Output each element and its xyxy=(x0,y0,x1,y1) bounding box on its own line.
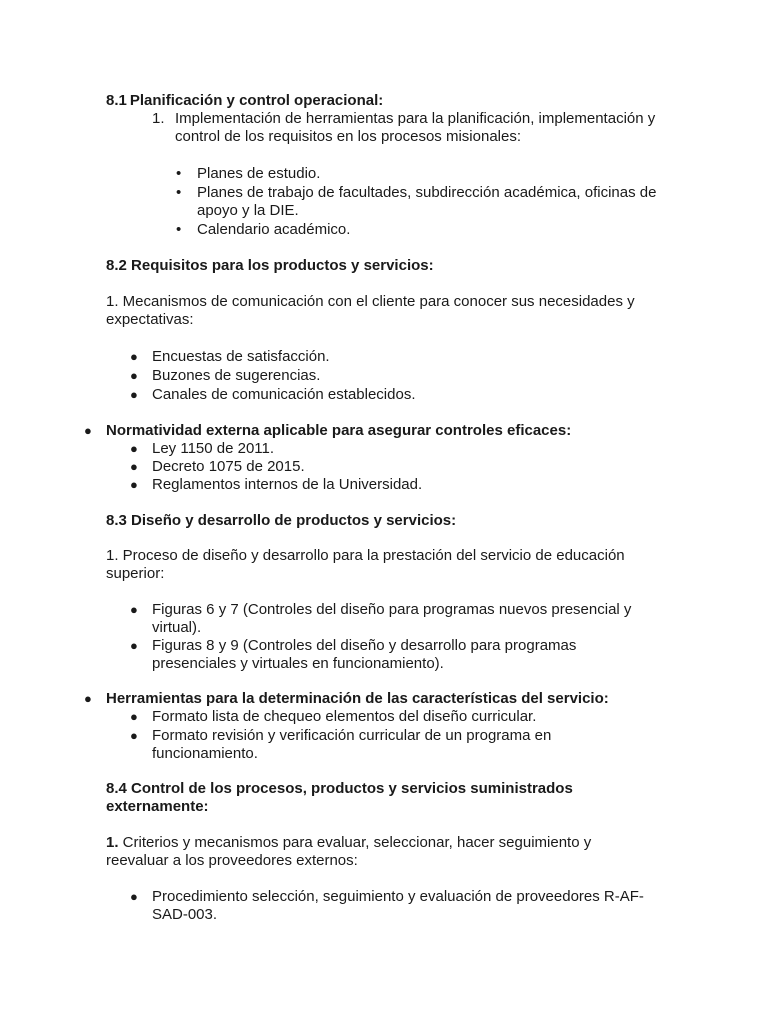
bullet-icon: ● xyxy=(130,709,138,724)
section-8-4-item-line: reevaluar a los proveedores externos: xyxy=(106,852,358,869)
section-8-1-heading xyxy=(106,92,383,110)
list-item: Reglamentos internos de la Universidad. xyxy=(152,476,423,493)
herramientas-heading: Herramientas para la determinación de las características del servicio: xyxy=(106,690,609,707)
list-item: Decreto 1075 de 2015. xyxy=(152,458,305,475)
bullet-icon: ● xyxy=(130,477,138,492)
bullet-icon: ● xyxy=(130,602,138,617)
bullet-icon: ● xyxy=(130,387,138,402)
list-item: Planes de estudio. xyxy=(197,165,321,182)
section-8-2-heading: 8.2 Requisitos para los productos y servicios: xyxy=(106,257,434,274)
list-item: virtual). xyxy=(152,619,202,636)
bullet-icon: ● xyxy=(130,638,138,653)
section-8-4-item-text: Criterios y mecanismos para evaluar, seleccionar, hacer seguimiento y xyxy=(118,834,592,851)
list-item: Formato revisión y verificación curricular de un programa en xyxy=(152,727,552,744)
section-8-4-heading: externamente: xyxy=(106,798,209,815)
section-8-2-item-line: expectativas: xyxy=(106,311,194,328)
bullet-icon: ● xyxy=(130,349,138,364)
section-8-3-heading: 8.3 Diseño y desarrollo de productos y servicios: xyxy=(106,512,457,529)
bullet-icon: ● xyxy=(130,889,138,904)
section-8-3-item-line: superior: xyxy=(106,565,165,582)
list-item: Ley 1150 de 2011. xyxy=(152,440,275,457)
list-item: apoyo y la DIE. xyxy=(197,202,299,219)
list-item: Procedimiento selección, seguimiento y evaluación de proveedores R-AF- xyxy=(152,888,644,905)
list-item: Canales de comunicación establecidos. xyxy=(152,386,416,403)
section-8-1-item-line: control de los requisitos en los procesos misionales: xyxy=(175,128,522,145)
list-number: 1. xyxy=(106,834,119,851)
bullet-icon: ● xyxy=(84,691,92,706)
bullet-icon: • xyxy=(176,184,182,201)
bullet-icon: ● xyxy=(130,441,138,456)
list-item: Encuestas de satisfacción. xyxy=(152,348,330,365)
list-item: Figuras 8 y 9 (Controles del diseño y desarrollo para programas xyxy=(152,637,577,654)
section-8-4-item-line xyxy=(106,834,591,852)
list-number: 1. xyxy=(152,110,165,127)
section-8-1-item-line: Implementación de herramientas para la planificación, implementación y xyxy=(175,110,656,127)
list-item: Buzones de sugerencias. xyxy=(152,367,321,384)
list-item: presenciales y virtuales en funcionamiento). xyxy=(152,655,444,672)
section-8-1-number: 8.1 xyxy=(106,92,127,109)
section-8-3-item-line: 1. Proceso de diseño y desarrollo para la prestación del servicio de educación xyxy=(106,547,625,564)
bullet-icon: ● xyxy=(130,728,138,743)
bullet-icon: ● xyxy=(130,459,138,474)
section-8-1-title: Planificación y control operacional: xyxy=(129,92,384,109)
list-item: Formato lista de chequeo elementos del diseño curricular. xyxy=(152,708,537,725)
section-8-2-item-line: 1. Mecanismos de comunicación con el cliente para conocer sus necesidades y xyxy=(106,293,635,310)
bullet-icon: • xyxy=(176,221,182,238)
bullet-icon: ● xyxy=(84,423,92,438)
normatividad-heading: Normatividad externa aplicable para asegurar controles eficaces: xyxy=(106,422,572,439)
bullet-icon: • xyxy=(176,165,182,182)
list-item: Figuras 6 y 7 (Controles del diseño para programas nuevos presencial y xyxy=(152,601,632,618)
section-8-4-heading: 8.4 Control de los procesos, productos y servicios suministrados xyxy=(106,780,573,797)
bullet-icon: ● xyxy=(130,368,138,383)
list-item: SAD-003. xyxy=(152,906,218,923)
list-item: Calendario académico. xyxy=(197,221,351,238)
list-item: funcionamiento. xyxy=(152,745,258,762)
list-item: Planes de trabajo de facultades, subdirección académica, oficinas de xyxy=(197,184,657,201)
